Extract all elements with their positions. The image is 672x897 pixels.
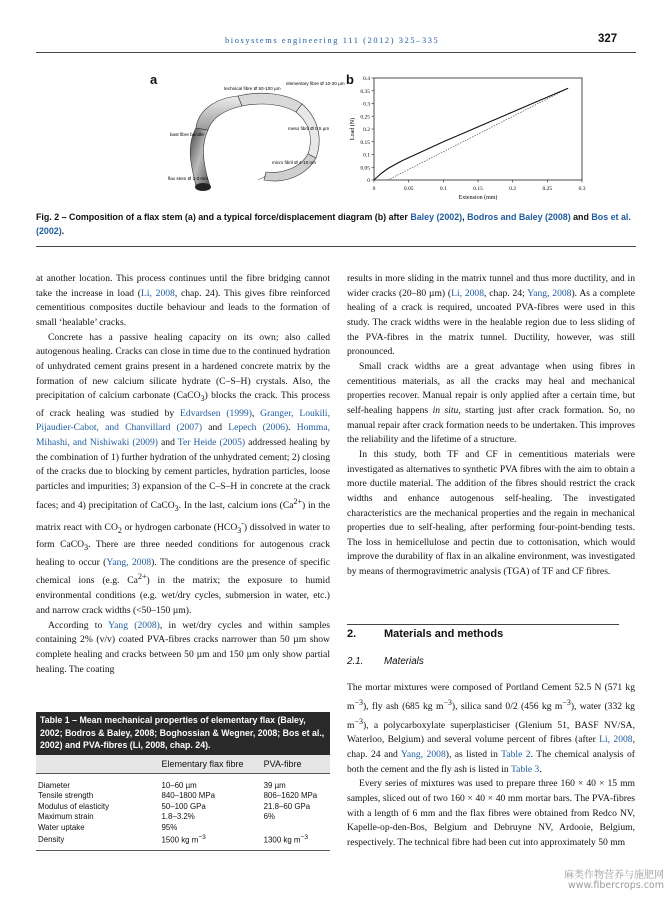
y-axis-label: Load (N) <box>350 117 356 141</box>
citation-link[interactable]: Edvardsen (1999) <box>180 407 252 419</box>
label-flax-stem: flax stem Ø 2-3 mm <box>168 176 209 181</box>
force-displacement-chart <box>346 72 606 200</box>
micro-fibril-shape <box>258 154 316 181</box>
table-cell: Diameter <box>38 780 71 790</box>
caption-and: and <box>573 212 589 222</box>
y-tick-label: 0.3 <box>363 101 370 108</box>
table-cell: 50–100 GPa <box>161 801 206 811</box>
x-tick-label: 0.3 <box>578 186 586 192</box>
y-tick-label: 0.15 <box>360 139 370 146</box>
x-tick-label: 0.25 <box>542 186 553 192</box>
y-tick-label: 0.25 <box>360 114 370 121</box>
table-cell: Maximum strain <box>38 812 94 822</box>
header-rule <box>36 52 636 53</box>
table-1-title: Table 1 – Mean mechanical properties of elementary flax (Baley, 2002; Bodros & Baley, 2008; Boghossian & Wegner, 2008; Bos et al., 2002) and PVA-fibres (Li, 2008, chap. 24). <box>36 712 330 755</box>
load-curve <box>374 88 568 180</box>
figure-rule <box>36 246 636 247</box>
table-cell: 21.8–60 GPa <box>263 801 311 811</box>
x-tick-label: 0.05 <box>403 186 414 192</box>
citation-link[interactable]: Homma, Mihashi, and Nishiwaki (2009) <box>36 422 330 449</box>
table-cell: 1300 kg $m^{-3}$ <box>262 833 330 850</box>
paragraph: results in more sliding in the matrix tunnel and thus more ductility, and in wider cracks (20–80 µm) (Li, 2008, chap. 24; Yang, 2008). As a complete healing of a crack is required, uncoated PVA-fibres were used in this study. The crack widths were in the healable region due to less sliding of the PVA-fibres in the matrix tunnel. Ductility, however, was still pronounced. <box>347 273 636 358</box>
table-row <box>36 833 330 850</box>
y-tick-label: 0.35 <box>360 88 370 95</box>
y-tick-label: 0.4 <box>363 76 370 82</box>
label-elementary-fibre: elementary fibre Ø 10-20 µm <box>286 81 345 86</box>
table-cell: 6% <box>263 812 276 822</box>
section-title: Materials and methods <box>384 628 504 640</box>
x-axis-label: Extension (mm) <box>458 195 498 200</box>
label-micro-fibril: micro fibril Ø 4-10 nm <box>272 160 316 165</box>
citation-link[interactable]: Lepech (2006) <box>228 422 289 434</box>
y-tick-label: 0 <box>367 178 370 184</box>
citation-link[interactable]: Yang, 2008 <box>106 556 152 568</box>
citation-link[interactable]: Granger, Loukili, Pijaudier-Cabot, and Chanvillard (2007) <box>36 407 330 434</box>
caption-ref-bodros[interactable]: Bodros and Baley (2008) <box>467 212 571 222</box>
paragraph: at another location. This process continues until the fibre bridging cannot take the increase in load (Li, 2008, chap. 24). This gives fibre reinforced cementitious composites ductile behaviour and leads to the formation of small ‘healable’ cracks. <box>36 273 331 328</box>
table-row <box>36 823 330 834</box>
table-header-cell <box>36 755 159 774</box>
technical-fibre-shape <box>238 93 302 112</box>
x-tick-label: 0.2 <box>509 186 517 192</box>
label-meso-fibril: meso fibril Ø 0.5 µm <box>288 126 330 131</box>
citation-link[interactable]: Yang, 2008 <box>400 749 446 760</box>
table-row <box>36 802 330 813</box>
table-cell: 1.8–3.2% <box>161 812 195 822</box>
table-cell: Water uptake <box>38 822 85 832</box>
table-cell: Tensile strength <box>38 791 94 801</box>
caption-end: . <box>61 226 65 236</box>
table-row <box>36 812 330 823</box>
section-rule <box>347 624 619 625</box>
table-cell: 95% <box>161 822 178 832</box>
paragraph: According to Yang (2008), in wet/dry cycles and within samples containing 2% (v/v) coated PVA-fibres cracks narrower than 50 µm show complete healing and cracks between 50 µm and 150 µm only show partial healing. The coating <box>36 619 330 675</box>
table-cell: 39 µm <box>263 780 286 790</box>
flax-stem-diagram <box>166 76 346 200</box>
table-header-cell: Elementary flax fibre <box>159 755 261 774</box>
x-tick-label: 0.1 <box>439 186 447 192</box>
table-cell: Modulus of elasticity <box>38 801 110 811</box>
table-cell: 806–1620 MPa <box>263 791 318 801</box>
citation-link[interactable]: Li, 2008 <box>451 287 485 299</box>
elementary-fibre-shape <box>296 104 319 158</box>
caption-main: Fig. 2 – Composition of a flax stem (a) and a typical force/displacement diagram (b) after <box>36 212 408 222</box>
right-column-text-top <box>347 272 635 580</box>
paragraph: Small crack widths are a great advantage when using fibres in cementitious materials, as all the cracks may heal and mechanical properties recover. Manual repair is only applied after a certain time, but self-healing happens in situ, starting just after crack formation. So, no manual repair after crack formation needs to be undertaken. This improves the reliability and the lifetime of a structure. <box>347 360 635 446</box>
subsection-title: Materials <box>384 656 424 667</box>
right-column-text-bottom <box>347 681 635 851</box>
tangent-line <box>388 88 568 180</box>
figure-caption <box>36 210 636 238</box>
x-tick-label: 0.15 <box>473 186 483 192</box>
panel-b-label: b <box>346 72 354 87</box>
citation-link[interactable]: Li, 2008 <box>140 287 175 299</box>
table-row <box>36 791 330 802</box>
left-column-text <box>36 272 330 677</box>
citation-link[interactable]: Table 2 <box>501 749 531 760</box>
plot-frame <box>374 78 582 180</box>
label-bast-fibre-bundle: bast fibre bundle <box>170 132 204 137</box>
paragraph: Every series of mixtures was used to prepare three 160 × 40 × 15 mm samples, sliced out of two 160 × 40 × 40 mm mortar bars. The PVA-fibres with a length of 6 mm and the flax fibres were obtained from Redco NV, Kapelle-op-den-Bos, Belgium and Debruyne NV, Ardooie, Belgium, respectively. The technical fibre had been cut into approximately 50 mm <box>347 778 635 848</box>
page-number: 327 <box>598 33 618 45</box>
subsection-number: 2.1. <box>347 656 364 667</box>
citation-link[interactable]: Table 3 <box>510 763 540 775</box>
table-cell: 10–60 µm <box>161 780 197 790</box>
table-cell: 1500 kg $m^{-3}$ <box>159 833 261 850</box>
paragraph: The mortar mixtures were composed of Portland Cement 52.5 N (571 kg $m^{-3}$), fly ash (685 kg $m^{-3}$), silica sand 0/2 (456 kg $m^{-3}$), water (332 kg $m^{-3}$), a polycarboxylate superplasticiser (Glenium 51, BASF NV/SA, Waterloo, Belgium) and several volume percent of fibres (after Li, 2008, chap. 24 and Yang, 2008), as listed in Table 2. The chemical analysis of both the cement and the fly ash is listed in Table 3. <box>347 682 635 775</box>
y-tick-label: 0.05 <box>360 165 370 172</box>
label-technical-fibre: technical fibre Ø 50-100 µm <box>224 86 281 91</box>
table-header-cell: PVA-fibre <box>262 755 330 774</box>
table-row <box>36 773 330 791</box>
y-tick-label: 0.1 <box>363 152 370 159</box>
citation-link[interactable]: Li, 2008 <box>599 734 633 746</box>
bast-fibre-bundle-shape <box>196 96 242 130</box>
x-tick-label: 0 <box>372 186 376 192</box>
citation-link[interactable]: Ter Heide (2005) <box>177 437 246 449</box>
journal-running-header: biosystems engineering 111 (2012) 325–335 <box>225 36 440 45</box>
paragraph: Concrete has a passive healing capacity on its own; also called autogenous healing. Cracks can close in time due to the continued hydration of unhydrated cement grains present in a hardened concrete matrix by the formation of new calcium silicate hydrate (C–S–H) crystals. Also, the precipitation of calcium carbonate (CaCO$_3$) blocks the crack. This process of crack healing was studied by Edvardsen (1999), Granger, Loukili, Pijaudier-Cabot, and Chanvillard (2007) and Lepech (2006). Homma, Mihashi, and Nishiwaki (2009) and Ter Heide (2005) addressed healing by the combination of 1) further hydration of the unhydrated cement; 2) closing of the cracks due to blocking by cement particles, hydration particles, loose particles and impurities; 3) expansion of the C–S–H in concrete at the crack faces; and 4) precipitation of CaCO$_3$. In the last, calcium ions $(Ca^{2+})$ in the matrix react with $CO_2$ or hydrogen carbonate $(HCO_3^-)$ dissolved in water to form CaCO$_3$. There are three needed conditions for autogenous crack healing to occur (Yang, 2008). The conditions are the presence of specific chemical ions (e.g. $Ca^{2+}$) in the matrix; the exposure to humid environmental conditions (e.g. wet/dry cycles, submersion in water, etc.) and narrow crack widths (<50–150 µm). <box>36 331 331 616</box>
watermark-cn: 麻类作物营养与施肥网 <box>564 870 664 881</box>
y-tick-label: 0.2 <box>363 127 370 133</box>
caption-sep: , <box>462 212 465 222</box>
watermark-url: www.fibercrops.com <box>567 880 664 891</box>
flax-stem-shape <box>190 128 211 191</box>
citation-link[interactable]: Yang (2008) <box>108 619 160 631</box>
table-1-grid <box>36 755 330 851</box>
section-number: 2. <box>347 628 357 640</box>
table-cell: 840–1800 MPa <box>161 791 215 801</box>
caption-ref-bos[interactable]: Bos et al. (2002) <box>36 212 631 236</box>
paragraph: In this study, both TF and CF in cementitious materials were investigated as alternatives to synthetic PVA fibres with the aim to obtain a more ductile material. The addition of the fibres should restrict the crack widths and enhance autogenous self-healing. The investigated characteristics are the mechanical properties and the regain in mechanical properties due to self-healing, after performing four-point-bending tests. The loss in hemicellulose and pectin due to cottonisation, which would improve the durability of flax in an alkaline environment, was investigated by means of thermogravimetric analysis (TGA) of TF and CF fibres. <box>347 448 635 578</box>
citation-link[interactable]: Yang, 2008 <box>527 287 572 299</box>
table-cell <box>262 823 330 834</box>
table-cell: Density <box>36 833 159 850</box>
table-1 <box>36 712 330 851</box>
panel-a-label: a <box>150 72 158 87</box>
caption-ref-baley[interactable]: Baley (2002) <box>410 212 463 222</box>
